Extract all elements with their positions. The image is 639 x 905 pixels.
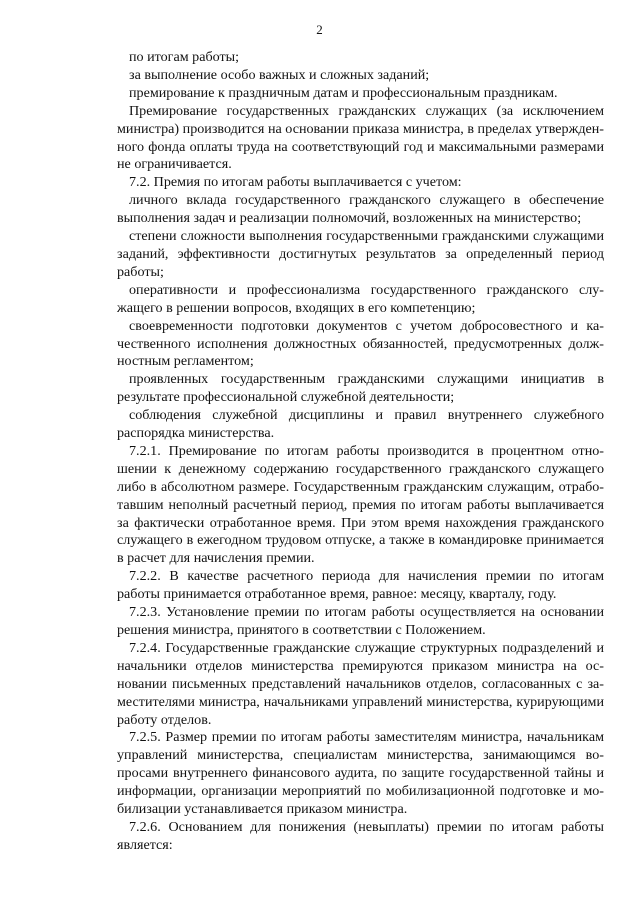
paragraph: 7.2.1. Премирование по итогам работы производится в процентном отношении к денежному содержанию государственного гражданского служащего либо в абсолютном размере. Государственным гражданским служащим, отработавшим неполный расчетный период, премия по итогам работы выплачивается за фактически отработанное время. При этом время нахождения гражданского служащего в ежегодном трудовом отпуске, а также в командировке принимается в расчет для начисления премии. (117, 442, 604, 567)
document-body (117, 49, 604, 855)
paragraph: проявленных государственным гражданскими служащими инициатив в результате профессиональной служебной деятельности; (117, 371, 604, 406)
paragraph: 7.2.6. Основанием для понижения (невыплаты) премии по итогам работы является: (117, 818, 604, 853)
paragraph: оперативности и профессионализма государственного гражданского служащего в решении вопросов, входящих в его компетенцию; (117, 281, 604, 316)
paragraph: за выполнение особо важных и сложных заданий; (129, 66, 430, 83)
paragraph: 7.2.2. В качестве расчетного периода для начисления премии по итогам работы принимается отработанное время, равное: месяцу, кварталу, году. (117, 568, 604, 603)
paragraph: по итогам работы; (129, 49, 240, 65)
page-number: 2 (316, 22, 323, 37)
paragraph: 7.2.3. Установление премии по итогам работы осуществляется на основании решения министра, принятого в соответствии с Положением. (117, 604, 604, 638)
paragraph: степени сложности выполнения государственными гражданскими служащими заданий, эффективности достигнутых результатов за определенный период работы; (117, 228, 604, 280)
paragraph: соблюдения служебной дисциплины и правил внутреннего служебного распорядка министерства. (117, 407, 604, 442)
paragraph: 7.2. Премия по итогам работы выплачивается с учетом: (129, 174, 462, 191)
paragraph: личного вклада государственного гражданского служащего в обеспечение выполнения задач и реализации полномочий, возложенных на министерство; (117, 192, 604, 227)
paragraph: 7.2.4. Государственные гражданские служащие структурных подразделений и начальники отделов министерства премируются приказом министра на основании письменных представлений начальников отделов, согласованных с заместителями министра, начальниками управлений министерства, курирующими работу отделов. (117, 639, 604, 728)
paragraph: 7.2.5. Размер премии по итогам работы заместителям министра, начальникам управлений министерства, специалистам министерства, занимающимся вопросами внутреннего финансового аудита, по защите государственной тайны и информации, организации мероприятий по мобилизационной подготовке и мобилизации устанавливается приказом министра. (117, 729, 604, 818)
paragraph: премирование к праздничным датам и профессиональным праздникам. (129, 84, 558, 101)
paragraph: Премирование государственных гражданских служащих (за исключением министра) производится на основании приказа министра, в пределах утвержденного фонда оплаты труда на соответствующий год и максимальными размерами не ограничивается. (117, 102, 604, 173)
paragraph: своевременности подготовки документов с учетом добросовестного и качественного исполнения должностных обязанностей, предусмотренных должностным регламентом; (117, 317, 604, 370)
